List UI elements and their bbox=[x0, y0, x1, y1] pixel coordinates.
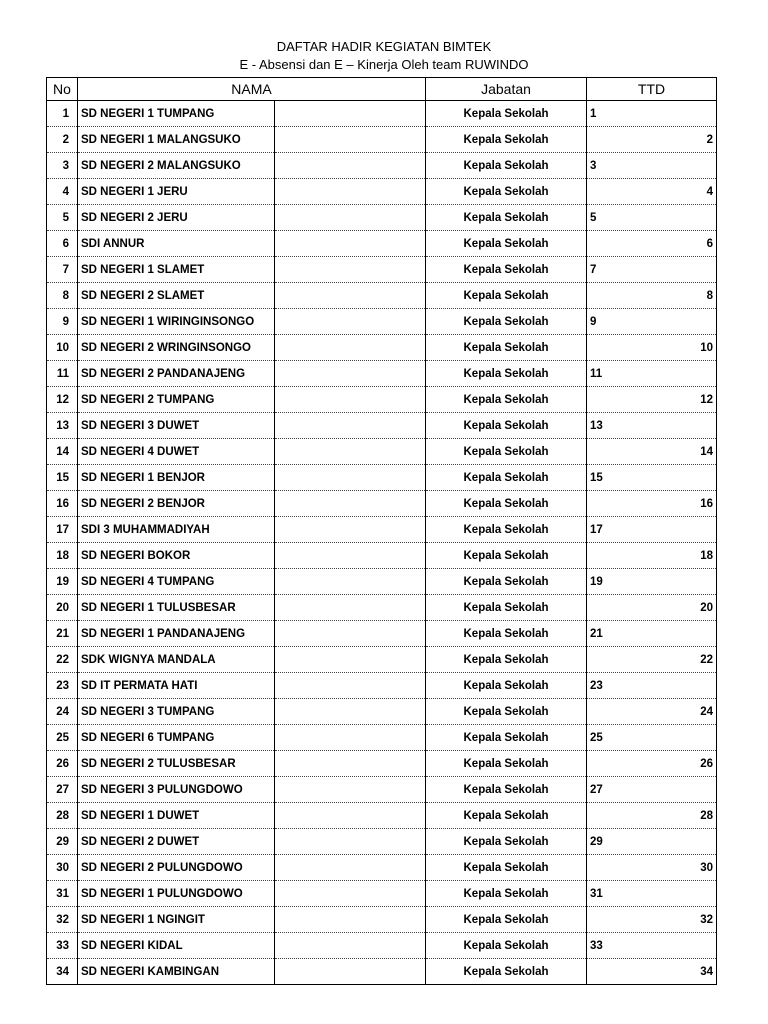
blank-cell bbox=[275, 647, 426, 673]
blank-cell bbox=[275, 517, 426, 543]
signature-cell: 4 bbox=[587, 179, 717, 205]
blank-cell bbox=[275, 257, 426, 283]
table-row bbox=[47, 725, 717, 751]
table-row bbox=[47, 543, 717, 569]
table-row bbox=[47, 361, 717, 387]
blank-cell bbox=[275, 231, 426, 257]
blank-cell bbox=[275, 881, 426, 907]
school-name: SD NEGERI 3 TUMPANG bbox=[78, 699, 275, 725]
signature-cell: 34 bbox=[587, 959, 717, 985]
school-name: SD NEGERI 1 PULUNGDOWO bbox=[78, 881, 275, 907]
position: Kepala Sekolah bbox=[426, 933, 587, 959]
blank-cell bbox=[275, 439, 426, 465]
row-number: 20 bbox=[47, 595, 78, 621]
signature-cell: 5 bbox=[587, 205, 717, 231]
table-row bbox=[47, 803, 717, 829]
blank-cell bbox=[275, 465, 426, 491]
blank-cell bbox=[275, 829, 426, 855]
row-number: 17 bbox=[47, 517, 78, 543]
school-name: SD NEGERI 6 TUMPANG bbox=[78, 725, 275, 751]
position: Kepala Sekolah bbox=[426, 673, 587, 699]
row-number: 7 bbox=[47, 257, 78, 283]
school-name: SD NEGERI 4 TUMPANG bbox=[78, 569, 275, 595]
row-number: 16 bbox=[47, 491, 78, 517]
table-row bbox=[47, 595, 717, 621]
school-name: SD NEGERI 2 MALANGSUKO bbox=[78, 153, 275, 179]
school-name: SD NEGERI 2 BENJOR bbox=[78, 491, 275, 517]
position: Kepala Sekolah bbox=[426, 569, 587, 595]
school-name: SD NEGERI 1 BENJOR bbox=[78, 465, 275, 491]
blank-cell bbox=[275, 205, 426, 231]
signature-cell: 19 bbox=[587, 569, 717, 595]
blank-cell bbox=[275, 569, 426, 595]
row-number: 25 bbox=[47, 725, 78, 751]
blank-cell bbox=[275, 361, 426, 387]
signature-cell: 28 bbox=[587, 803, 717, 829]
header-nama: NAMA bbox=[78, 78, 426, 101]
table-row bbox=[47, 335, 717, 361]
table-row bbox=[47, 777, 717, 803]
blank-cell bbox=[275, 309, 426, 335]
table-row bbox=[47, 491, 717, 517]
signature-cell: 30 bbox=[587, 855, 717, 881]
position: Kepala Sekolah bbox=[426, 361, 587, 387]
blank-cell bbox=[275, 621, 426, 647]
blank-cell bbox=[275, 413, 426, 439]
row-number: 34 bbox=[47, 959, 78, 985]
position: Kepala Sekolah bbox=[426, 127, 587, 153]
table-row bbox=[47, 855, 717, 881]
table-row bbox=[47, 621, 717, 647]
school-name: SD NEGERI KIDAL bbox=[78, 933, 275, 959]
signature-cell: 26 bbox=[587, 751, 717, 777]
position: Kepala Sekolah bbox=[426, 751, 587, 777]
signature-cell: 1 bbox=[587, 101, 717, 127]
position: Kepala Sekolah bbox=[426, 439, 587, 465]
position: Kepala Sekolah bbox=[426, 387, 587, 413]
school-name: SD NEGERI 4 DUWET bbox=[78, 439, 275, 465]
row-number: 13 bbox=[47, 413, 78, 439]
table-row bbox=[47, 283, 717, 309]
position: Kepala Sekolah bbox=[426, 205, 587, 231]
table-row bbox=[47, 153, 717, 179]
signature-cell: 9 bbox=[587, 309, 717, 335]
position: Kepala Sekolah bbox=[426, 153, 587, 179]
signature-cell: 32 bbox=[587, 907, 717, 933]
position: Kepala Sekolah bbox=[426, 595, 587, 621]
table-row bbox=[47, 647, 717, 673]
row-number: 26 bbox=[47, 751, 78, 777]
position: Kepala Sekolah bbox=[426, 829, 587, 855]
position: Kepala Sekolah bbox=[426, 257, 587, 283]
school-name: SD NEGERI 2 DUWET bbox=[78, 829, 275, 855]
signature-cell: 23 bbox=[587, 673, 717, 699]
school-name: SD NEGERI 2 PULUNGDOWO bbox=[78, 855, 275, 881]
row-number: 8 bbox=[47, 283, 78, 309]
table-row bbox=[47, 673, 717, 699]
school-name: SD NEGERI 2 SLAMET bbox=[78, 283, 275, 309]
position: Kepala Sekolah bbox=[426, 101, 587, 127]
blank-cell bbox=[275, 855, 426, 881]
school-name: SD NEGERI 1 PANDANAJENG bbox=[78, 621, 275, 647]
table-row bbox=[47, 933, 717, 959]
school-name: SD NEGERI 1 DUWET bbox=[78, 803, 275, 829]
table-row bbox=[47, 205, 717, 231]
position: Kepala Sekolah bbox=[426, 855, 587, 881]
position: Kepala Sekolah bbox=[426, 283, 587, 309]
position: Kepala Sekolah bbox=[426, 959, 587, 985]
table-row bbox=[47, 699, 717, 725]
row-number: 9 bbox=[47, 309, 78, 335]
school-name: SDI ANNUR bbox=[78, 231, 275, 257]
signature-cell: 22 bbox=[587, 647, 717, 673]
attendance-table bbox=[46, 77, 717, 985]
signature-cell: 25 bbox=[587, 725, 717, 751]
table-row bbox=[47, 465, 717, 491]
table-row bbox=[47, 751, 717, 777]
blank-cell bbox=[275, 101, 426, 127]
school-name: SD NEGERI 1 WIRINGINSONGO bbox=[78, 309, 275, 335]
row-number: 22 bbox=[47, 647, 78, 673]
row-number: 19 bbox=[47, 569, 78, 595]
blank-cell bbox=[275, 491, 426, 517]
signature-cell: 11 bbox=[587, 361, 717, 387]
table-row bbox=[47, 959, 717, 985]
school-name: SDK WIGNYA MANDALA bbox=[78, 647, 275, 673]
row-number: 12 bbox=[47, 387, 78, 413]
position: Kepala Sekolah bbox=[426, 517, 587, 543]
row-number: 15 bbox=[47, 465, 78, 491]
position: Kepala Sekolah bbox=[426, 335, 587, 361]
school-name: SDI 3 MUHAMMADIYAH bbox=[78, 517, 275, 543]
row-number: 21 bbox=[47, 621, 78, 647]
blank-cell bbox=[275, 959, 426, 985]
position: Kepala Sekolah bbox=[426, 179, 587, 205]
row-number: 14 bbox=[47, 439, 78, 465]
school-name: SD NEGERI 2 PANDANAJENG bbox=[78, 361, 275, 387]
blank-cell bbox=[275, 153, 426, 179]
position: Kepala Sekolah bbox=[426, 725, 587, 751]
table-row bbox=[47, 231, 717, 257]
table-row bbox=[47, 907, 717, 933]
blank-cell bbox=[275, 179, 426, 205]
blank-cell bbox=[275, 335, 426, 361]
position: Kepala Sekolah bbox=[426, 491, 587, 517]
position: Kepala Sekolah bbox=[426, 777, 587, 803]
table-row bbox=[47, 127, 717, 153]
position: Kepala Sekolah bbox=[426, 413, 587, 439]
row-number: 2 bbox=[47, 127, 78, 153]
row-number: 10 bbox=[47, 335, 78, 361]
school-name: SD NEGERI 3 PULUNGDOWO bbox=[78, 777, 275, 803]
blank-cell bbox=[275, 907, 426, 933]
school-name: SD IT PERMATA HATI bbox=[78, 673, 275, 699]
row-number: 4 bbox=[47, 179, 78, 205]
blank-cell bbox=[275, 595, 426, 621]
position: Kepala Sekolah bbox=[426, 543, 587, 569]
row-number: 5 bbox=[47, 205, 78, 231]
table-row bbox=[47, 101, 717, 127]
signature-cell: 16 bbox=[587, 491, 717, 517]
blank-cell bbox=[275, 283, 426, 309]
position: Kepala Sekolah bbox=[426, 907, 587, 933]
row-number: 18 bbox=[47, 543, 78, 569]
signature-cell: 7 bbox=[587, 257, 717, 283]
position: Kepala Sekolah bbox=[426, 309, 587, 335]
table-row bbox=[47, 387, 717, 413]
row-number: 1 bbox=[47, 101, 78, 127]
blank-cell bbox=[275, 803, 426, 829]
signature-cell: 18 bbox=[587, 543, 717, 569]
row-number: 31 bbox=[47, 881, 78, 907]
document-title: DAFTAR HADIR KEGIATAN BIMTEK bbox=[276, 39, 492, 54]
signature-cell: 6 bbox=[587, 231, 717, 257]
position: Kepala Sekolah bbox=[426, 465, 587, 491]
signature-cell: 29 bbox=[587, 829, 717, 855]
position: Kepala Sekolah bbox=[426, 881, 587, 907]
signature-cell: 31 bbox=[587, 881, 717, 907]
document-subtitle: E - Absensi dan E – Kinerja Oleh team RUWINDO bbox=[239, 57, 529, 72]
blank-cell bbox=[275, 725, 426, 751]
table-row bbox=[47, 179, 717, 205]
table-row bbox=[47, 517, 717, 543]
header-jabatan: Jabatan bbox=[426, 78, 587, 101]
school-name: SD NEGERI 2 TUMPANG bbox=[78, 387, 275, 413]
position: Kepala Sekolah bbox=[426, 621, 587, 647]
position: Kepala Sekolah bbox=[426, 231, 587, 257]
signature-cell: 8 bbox=[587, 283, 717, 309]
blank-cell bbox=[275, 699, 426, 725]
school-name: SD NEGERI 2 WRINGINSONGO bbox=[78, 335, 275, 361]
school-name: SD NEGERI 3 DUWET bbox=[78, 413, 275, 439]
blank-cell bbox=[275, 543, 426, 569]
signature-cell: 12 bbox=[587, 387, 717, 413]
school-name: SD NEGERI 1 SLAMET bbox=[78, 257, 275, 283]
row-number: 33 bbox=[47, 933, 78, 959]
header-no: No bbox=[47, 78, 78, 101]
row-number: 28 bbox=[47, 803, 78, 829]
signature-cell: 10 bbox=[587, 335, 717, 361]
signature-cell: 27 bbox=[587, 777, 717, 803]
blank-cell bbox=[275, 933, 426, 959]
position: Kepala Sekolah bbox=[426, 647, 587, 673]
school-name: SD NEGERI 2 JERU bbox=[78, 205, 275, 231]
row-number: 27 bbox=[47, 777, 78, 803]
blank-cell bbox=[275, 673, 426, 699]
position: Kepala Sekolah bbox=[426, 803, 587, 829]
table-row bbox=[47, 569, 717, 595]
signature-cell: 20 bbox=[587, 595, 717, 621]
signature-cell: 15 bbox=[587, 465, 717, 491]
row-number: 29 bbox=[47, 829, 78, 855]
row-number: 30 bbox=[47, 855, 78, 881]
signature-cell: 14 bbox=[587, 439, 717, 465]
row-number: 23 bbox=[47, 673, 78, 699]
signature-cell: 24 bbox=[587, 699, 717, 725]
table-row bbox=[47, 309, 717, 335]
school-name: SD NEGERI KAMBINGAN bbox=[78, 959, 275, 985]
table-row bbox=[47, 439, 717, 465]
table-row bbox=[47, 257, 717, 283]
school-name: SD NEGERI 1 NGINGIT bbox=[78, 907, 275, 933]
school-name: SD NEGERI 1 MALANGSUKO bbox=[78, 127, 275, 153]
signature-cell: 21 bbox=[587, 621, 717, 647]
row-number: 32 bbox=[47, 907, 78, 933]
blank-cell bbox=[275, 777, 426, 803]
row-number: 11 bbox=[47, 361, 78, 387]
table-row bbox=[47, 413, 717, 439]
blank-cell bbox=[275, 751, 426, 777]
blank-cell bbox=[275, 387, 426, 413]
position: Kepala Sekolah bbox=[426, 699, 587, 725]
row-number: 24 bbox=[47, 699, 78, 725]
signature-cell: 3 bbox=[587, 153, 717, 179]
blank-cell bbox=[275, 127, 426, 153]
row-number: 3 bbox=[47, 153, 78, 179]
signature-cell: 2 bbox=[587, 127, 717, 153]
signature-cell: 33 bbox=[587, 933, 717, 959]
table-header-row bbox=[47, 78, 717, 101]
signature-cell: 13 bbox=[587, 413, 717, 439]
school-name: SD NEGERI 2 TULUSBESAR bbox=[78, 751, 275, 777]
school-name: SD NEGERI 1 TUMPANG bbox=[78, 101, 275, 127]
school-name: SD NEGERI 1 TULUSBESAR bbox=[78, 595, 275, 621]
table-row bbox=[47, 881, 717, 907]
signature-cell: 17 bbox=[587, 517, 717, 543]
school-name: SD NEGERI BOKOR bbox=[78, 543, 275, 569]
row-number: 6 bbox=[47, 231, 78, 257]
school-name: SD NEGERI 1 JERU bbox=[78, 179, 275, 205]
header-ttd: TTD bbox=[587, 78, 717, 101]
table-row bbox=[47, 829, 717, 855]
